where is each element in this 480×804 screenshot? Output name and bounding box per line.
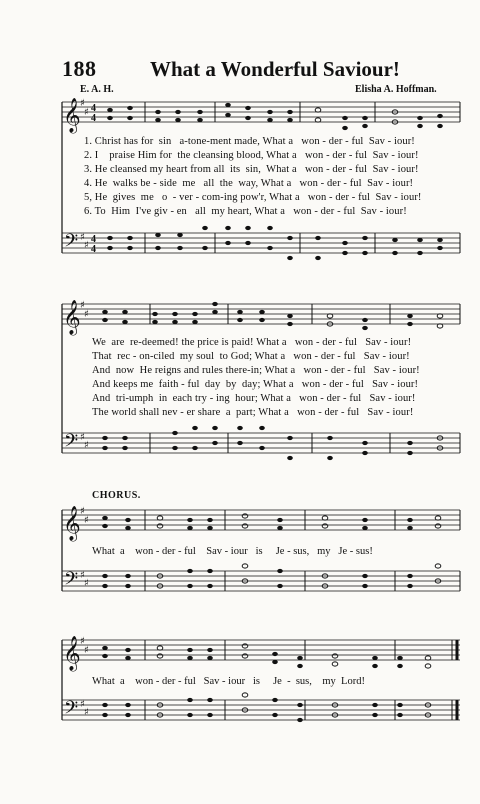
verse-line: The world shall nev - er share a part; What a won - der - ful Sav - iour! [92,407,414,418]
verse-line: 3. He cleansed my heart from all its sin, What a won - der - ful Sav - iour! [84,164,419,175]
svg-text:♯: ♯ [80,506,85,517]
staff-system-2-bass [62,433,460,453]
svg-text:4: 4 [91,103,96,114]
verse-line: And tri-umph in each try - ing hour; What a won - der - ful Sav - iour! [92,393,416,404]
bass-clef-icon: 𝄢 [64,698,79,723]
hymn-title: What a Wonderful Saviour! [150,57,400,81]
svg-text:♯: ♯ [84,515,89,526]
verse-line: 4. He walks be - side me all the way, What a won - der - ful Sav - iour! [84,178,414,189]
staff-system-3-bass [62,571,460,591]
verse-line: We are re-deemed! the price is paid! What a won - der - ful Sav - iour! [92,337,412,348]
svg-text:♯: ♯ [80,636,85,647]
treble-clef-icon: 𝄞 [63,636,81,671]
svg-text:♯: ♯ [84,645,89,656]
svg-text:♯: ♯ [80,232,85,243]
treble-clef-icon: 𝄞 [63,300,81,335]
svg-text:♯: ♯ [80,432,85,443]
svg-text:4: 4 [91,234,96,245]
bass-clef-icon: 𝄢 [64,431,79,456]
staff-system-3-treble [62,510,460,530]
verse-line: And now He reigns and rules there-in; What a won - der - ful Sav - iour! [92,365,420,376]
verse-line: 1. Christ has for sin a-tone-ment made, What a won - der - ful Sav - iour! [84,136,415,147]
svg-text:♯: ♯ [84,309,89,320]
staff-system-1-bass [62,233,460,253]
svg-text:4: 4 [91,113,96,124]
svg-text:♯: ♯ [80,699,85,710]
verse-line: And keeps me faith - ful day by day; What a won - der - ful Sav - iour! [92,379,419,390]
treble-clef-icon: 𝄞 [63,98,81,133]
chorus-line-1: What a won - der - ful Sav - iour is Je - sus, my Je - sus! [92,546,373,557]
bass-clef-icon: 𝄢 [64,231,79,256]
hymn-author: Elisha A. Hoffman. [355,84,437,95]
chorus-label: CHORUS. [92,490,141,501]
hymn-number: 188 [62,56,97,81]
svg-text:♯: ♯ [84,707,89,718]
svg-text:♯: ♯ [80,98,85,109]
verse-line: 5, He gives me o - ver - com-ing pow'r, What a won - der - ful Sav - iour! [84,192,422,203]
staff-system-1-treble [62,102,460,122]
bass-clef-icon: 𝄢 [64,569,79,594]
verse-line: That rec - on-ciled my soul to God; What a won - der - ful Sav - iour! [92,351,410,362]
svg-text:♯: ♯ [84,107,89,118]
svg-text:♯: ♯ [80,300,85,311]
chorus-line-2: What a won - der - ful Sav - iour is Je - sus, my Lord! [92,676,365,687]
svg-text:♯: ♯ [84,578,89,589]
composer-initials: E. A. H. [80,84,114,95]
key-signature [80,98,89,718]
svg-text:4: 4 [91,244,96,255]
svg-text:♯: ♯ [80,570,85,581]
verse-line: 6. To Him I've giv - en all my heart, What a won - der - ful Sav - iour! [84,206,407,217]
svg-text:♯: ♯ [84,240,89,251]
treble-clef-icon: 𝄞 [63,506,81,541]
svg-text:♯: ♯ [84,440,89,451]
verse-line: 2. I praise Him for the cleansing blood, What a won - der - ful Sav - iour! [84,150,419,161]
